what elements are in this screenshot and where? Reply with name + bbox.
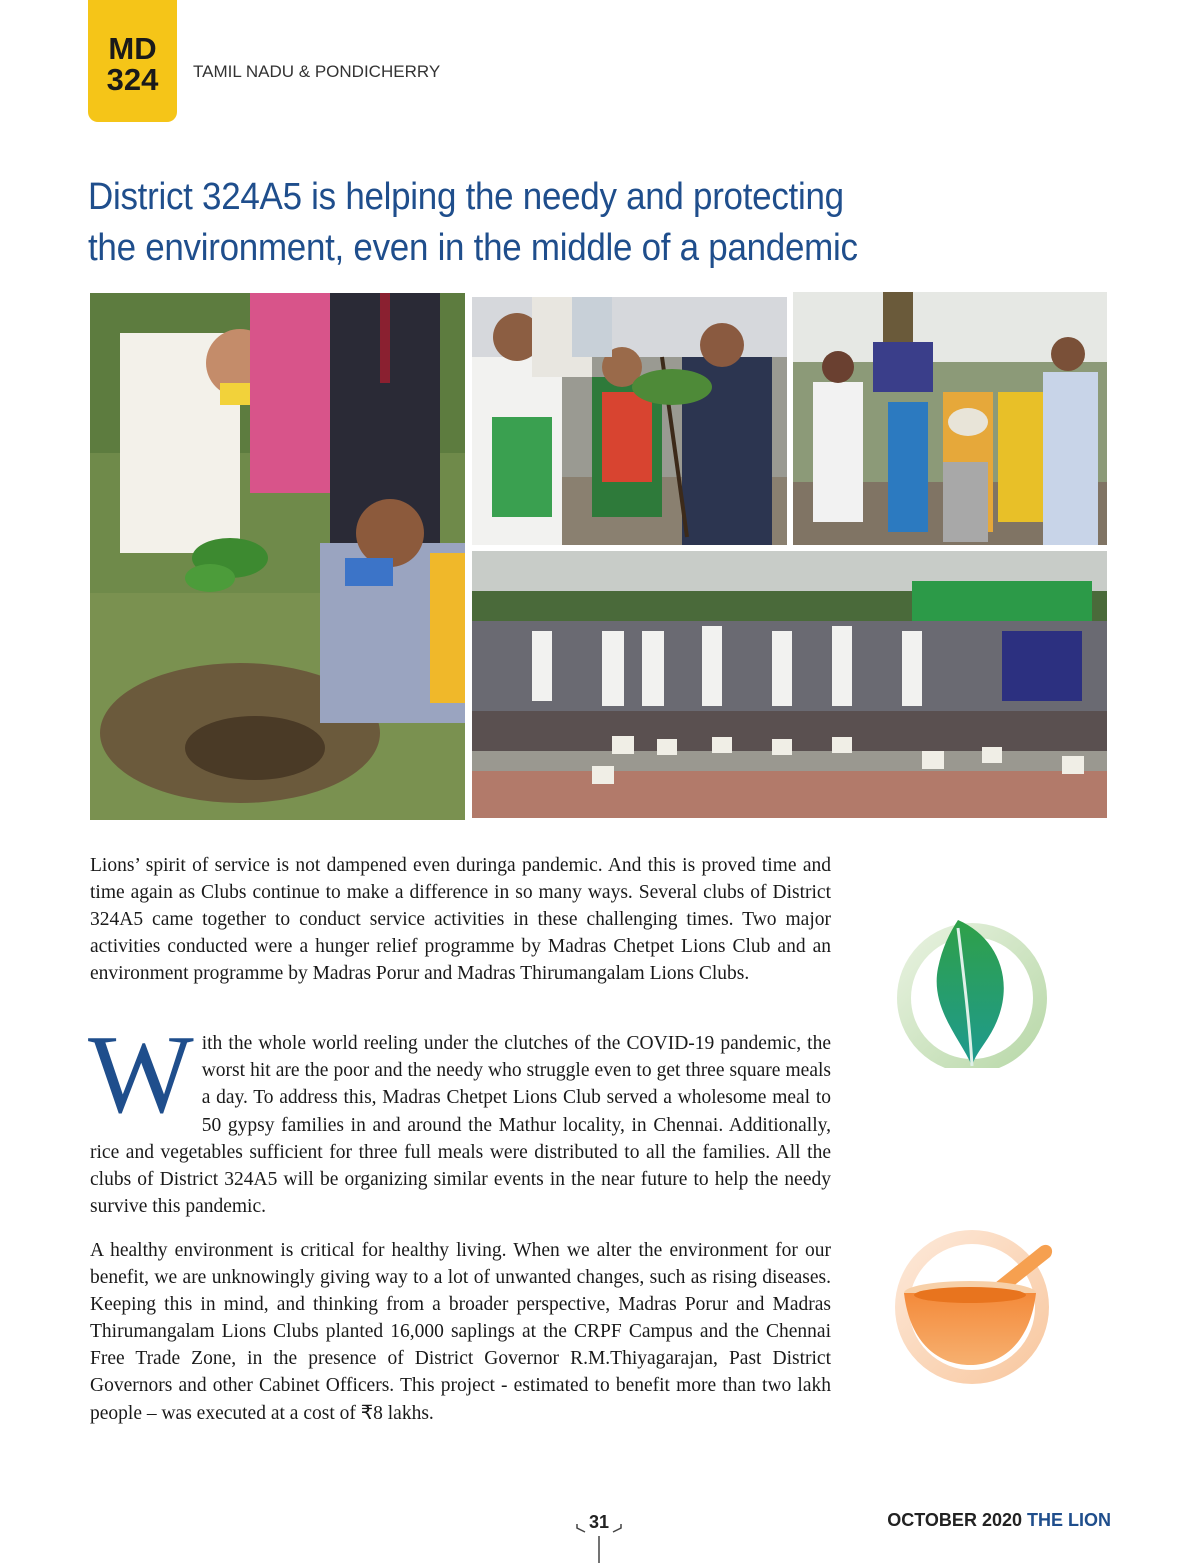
issue-date: OCTOBER 2020 [887,1510,1022,1530]
bowl-icon [890,1225,1060,1385]
drop-cap: W [88,1013,194,1137]
headline-line2: the environment, even in the middle of a pandemic [88,227,858,269]
article-headline [88,172,916,274]
hunger-relief-paragraph [88,1013,831,1220]
tree-planting-photo [90,293,465,820]
issue-footer [887,1510,1111,1531]
badge-line2: 324 [106,62,159,97]
headline-line1: District 324A5 is helping the needy and protecting [88,176,844,218]
relief-distribution-photo [793,292,1107,545]
environment-paragraph: A healthy environment is critical for healthy living. When we alter the environment for our benefit, we are unknowingly giving way to a lot of unwanted changes, such as rising diseases. Keeping this in mind, and thinking from a broader perspective, Madras Porur and Madras Thirumangalam Lions Clubs planted 16,000 saplings at the CRPF Campus and the Chennai Free Trade Zone, in the presence of District Governor R.M.Thiyagarajan, Past District Governors and other Cabinet Officers. This project - estimated to benefit more than two lakh people – was executed at a cost of ₹8 lakhs. [90,1240,831,1424]
hunger-relief-text: ith the whole world reeling under the clutches of the COVID-19 pandemic, the worst hit are the poor and the needy who struggle even to get three square meals a day. To address this, Madras Chetpet Lions Club served a wholesome meal to 50 gypsy families in and around the Mathur locality, in Chennai. Additionally, rice and vegetables sufficient for three full meals were distributed to all the families. All the clubs of District 324A5 will be organizing similar events in the near future to help the needy survive this pandemic. [90,1033,831,1218]
sapling-ceremony-photo [472,297,787,545]
leaf-icon [890,918,1055,1068]
page-number: 31 [588,1512,610,1532]
section-label: TAMIL NADU & PONDICHERRY [193,62,441,81]
page-number-block [575,1508,623,1563]
badge-line1: MD [108,31,157,66]
intro-paragraph: Lions’ spirit of service is not dampened even duringa pandemic. And this is proved time and time again as Clubs continue to make a difference in so many ways. Several clubs of District 324A5 came together to conduct service activities in these challenging times. Two major activities conducted were a hunger relief programme by Madras Chetpet Lions Club and an environment programme by Madras Porur and Madras Thirumangalam Lions Clubs. [90,855,831,984]
group-gathering-photo [472,551,1107,818]
magazine-name: THE LION [1027,1510,1111,1530]
md-324-badge [88,0,177,122]
